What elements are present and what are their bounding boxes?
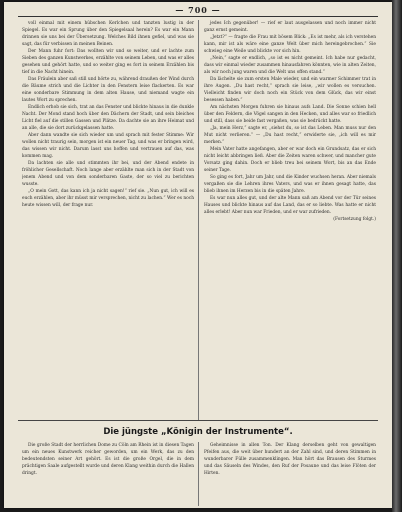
story-paragraph: Das Fräulein aber saß still und hörte zu, während draußen der Wind durch die Bäume strich und die Lichter in den Fenstern leise flackerten. Es war eine sonderbare Stimmung in dem alten Hause, und niemand wagte ein lautes Wort zu sprechen. (22, 77, 194, 104)
story-paragraph: Endlich erhob sie sich, trat an das Fenster und blickte hinaus in die dunkle Nacht. Der Mond stand hoch über den Dächern der Stadt, und sein bleiches Licht fiel auf die stillen Gassen und Plätze. Da dachte sie an ihre Heimat und an alle, die sie dort zurückgelassen hatte. (22, 105, 194, 132)
article-column-left (22, 442, 194, 506)
story-column-right (204, 20, 376, 418)
story-paragraph: „Nein,“ sagte er endlich, „so ist es nicht gemeint. Ich habe nur gedacht, dass wir einmal wieder zusammen hinausfahren könnten, wie in alten Zeiten, als wir noch jung waren und die Welt uns offen stand.“ (204, 56, 376, 76)
newspaper-page (4, 2, 392, 508)
story-paragraph: Mein Vater hatte angefangen, aber er war doch ein Grundsatz, das er sich nicht leicht abbringen ließ. Aber die Zeiten waren schwer, und mancher gute Vorsatz ging dahin. Doch er blieb treu bei seinem Wort, bis an das Ende seiner Tage. (204, 147, 376, 174)
story-paragraph: jedes Ich gegenüber! — rief er laut ausgelassen und noch immer nicht ganz ernst gemeint. (204, 21, 376, 34)
column-divider (198, 20, 199, 420)
article-title: Die jüngste „Königin der Instrumente“. (103, 427, 293, 437)
story-paragraph: „Jetzt?“ — fragte die Frau mit bösem Blick: „Es ist mehr, als ich verstehen kann, mir ist als wäre eine ganze Welt über mich hereingebrochen.“ Sie schwieg eine Weile und blickte vor sich hin. (204, 35, 376, 55)
book-spine (392, 0, 402, 512)
story-column-left (22, 20, 194, 418)
story-paragraph: Der Mann fuhr fort: Das wollten wir und so weiter, und er lachte zum Sieben des ganzen Kunstwerkes, erzählte von seinem Leben, und was er alles gesehen und gehört hatte, und so weiter ging es fort in seinem Erzählen bis tief in die Nacht hinein. (22, 49, 194, 76)
page-number: — 700 — (175, 5, 221, 15)
story-paragraph: „Ja, mein Herz,“ sagte er, „siehst du, so ist das Leben. Man muss nur den Mut nicht verlieren.“ — „Du hast recht,“ erwiderte sie, „ich will es mir merken.“ (204, 126, 376, 146)
article-column-right (204, 442, 376, 506)
story-paragraph: Da lächelte sie zum ersten Male wieder, und ein warmer Schimmer trat in ihre Augen. „Du hast recht,“ sprach sie leise, „wir wollen es versuchen. Vielleicht finden wir doch noch ein Stück von dem Glück, das wir einst besessen haben.“ (204, 77, 376, 104)
section-divider (18, 420, 378, 421)
story-continuation-note: (Fortsetzung folgt.) (333, 217, 376, 223)
story-paragraph: Da lachten sie alle und stimmten ihr bei, und der Abend endete in fröhlicher Gesellschaft. Noch lange aber erzählte man sich in der Stadt von jenem Abend und von dem sonderbaren Gaste, der so viel zu berichten wusste. (22, 161, 194, 188)
story-paragraph: Es war nun alles gut, und der alte Mann saß am Abend vor der Tür seines Hauses und blickte hinaus auf das Land, das er so liebte. Was hatte er nicht alles erlebt! Aber nun war Frieden, und er war zufrieden. (204, 196, 376, 216)
story-paragraph: So ging es fort, Jahr um Jahr, und die Kinder wuchsen heran. Aber niemals vergaßen sie die Lehren ihres Vaters, und was er ihnen gesagt hatte, das blieb ihnen im Herzen bis in die späten Jahre. (204, 175, 376, 195)
header-rule (18, 16, 378, 17)
article-paragraph: Geheimnisse in allen Ton. Der Klang derselben geht von gewaltigen Pfeifen aus, die weit über hundert an der Zahl sind, und deren Stimmen in wunderbarer Fülle zusammenklingen. Man hört das Brausen des Sturmes und das Säuseln des Windes, den Ruf der Posaune und das leise Flöten der Hirten. (204, 443, 376, 477)
story-paragraph: Aber dann wandte sie sich wieder um und sprach mit fester Stimme: Wir wollen nicht traurig sein, morgen ist ein neuer Tag, und was er bringen wird, das wissen wir nicht. Darum lasst uns hoffen und vertrauen auf das, was kommen mag. (22, 133, 194, 160)
story-paragraph: voll einmal mit einem hübschen Kerlchen und tanzten lustig in der Spiegel. Es war ein Sprung über den Spiegelsaal herein? Es war ein Mann drinnen sie uns bei der Übersetzung. Welches Bild ihnen gefiel, und was sie sagt, das für verbissen in meinen Beinen. (22, 21, 194, 48)
story-paragraph: Am nächsten Morgen fuhren sie hinaus aufs Land. Die Sonne schien hell über den Feldern, die Vögel sangen in den Hecken, und alles war so friedlich und still, dass sie beide fast vergaßen, was sie bedrückt hatte. (204, 105, 376, 125)
article-paragraph: Die große Stadt der herrlichen Dome zu Cöln am Rhein ist in diesen Tagen um ein neues Kunstwerk reicher geworden, um ein Werk, das zu den bedeutendsten seiner Art gehört. Es ist die große Orgel, die in dem prächtigen Saale aufgestellt wurde und deren Klang weithin durch die Hallen dringt. (22, 443, 194, 477)
column-divider (198, 442, 199, 506)
story-paragraph: „O mein Gott, das kann ich ja nicht sagen!“ rief sie. „Nun gut, ich will es euch erzählen, aber ihr müsst mir versprechen, nicht zu lachen.“ Wer es noch heute wissen will, der frage nur. (22, 189, 194, 209)
